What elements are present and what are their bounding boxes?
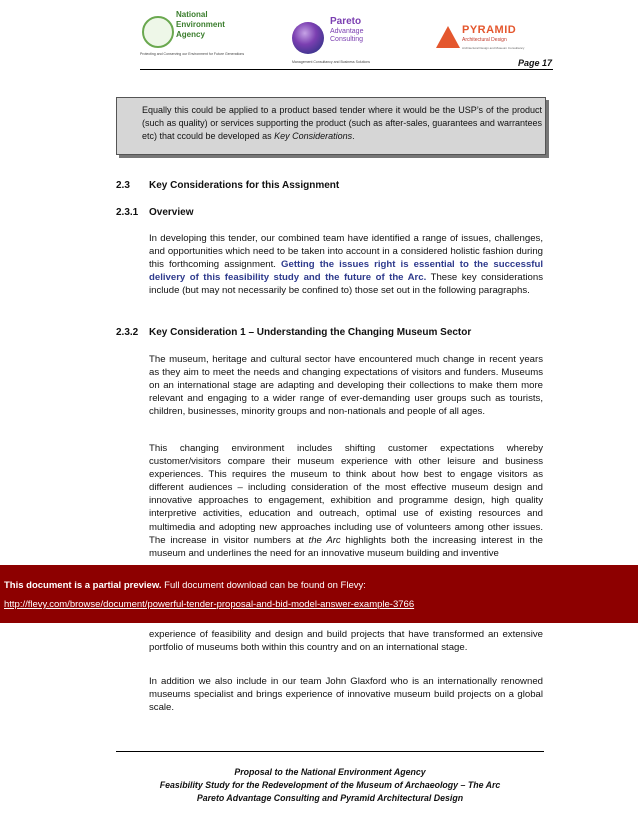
- pareto-logo-tagline: Management Consultancy and Business Solutions: [292, 60, 371, 64]
- museum-sector-paragraph-4: In addition we also include in our team John Glaxford who is an internationally renowned museums specialist and brings experience of innovative museum build projects on a global scale.: [149, 676, 543, 714]
- highlighted-text: Getting the issues right is essential to the successful delivery of this feasibility study and the future of the Arc.: [149, 259, 543, 284]
- nea-logo-line: Agency: [176, 30, 205, 39]
- globe-icon: [292, 22, 324, 54]
- pareto-logo-name: Pareto: [330, 16, 362, 27]
- pyramid-logo-sub: Architectural Design: [462, 37, 507, 43]
- page-number: Page 17: [517, 58, 552, 68]
- partial-preview-banner: [0, 565, 638, 623]
- paragraph-text: This changing environment includes shifting customer expectations whereby customer/visitors compare their museum experience with other leisure and business experiences. This requires the museum to think about how best to engage visitors as different audiences – including consideration of the most effective museum design and innovative approaches to engagement, exhibition and programme design, high quality interpretive activities, education and outreach, optimal use of existing resources and multimedia and adopting new approaches including use of volunteers among other issues. The increase in visitor numbers at: [149, 443, 543, 546]
- footer-line-2: Feasibility Study for the Redevelopment of the Museum of Archaeology – The Arc: [159, 780, 501, 790]
- note-text: [142, 104, 542, 143]
- nea-logo-text: [176, 10, 225, 40]
- nea-logo-line: National: [176, 10, 208, 19]
- pyramid-logo-tagline: Architectural Design and Museum Consultancy: [462, 46, 525, 50]
- pyramid-icon: [436, 26, 460, 48]
- paragraph-italic: the Arc: [308, 534, 341, 546]
- banner-message-bold: This document is a partial preview.: [4, 580, 162, 591]
- note-box: [116, 97, 546, 155]
- subsection-number: 2.3.2: [116, 327, 139, 338]
- paragraph-text: In developing this tender, our combined team have identified a range of issues, challenges, and opportunities which need to be taken into account in a considered holistic fashion during this forthcoming assignment.: [149, 233, 543, 271]
- flevy-download-link[interactable]: http://flevy.com/browse/document/powerful-tender-proposal-and-bid-model-answer-example-3766: [4, 599, 415, 610]
- section-number: 2.3: [116, 180, 130, 191]
- banner-message: [4, 580, 366, 591]
- museum-sector-paragraph-2: [149, 442, 543, 560]
- header-divider: [140, 69, 553, 70]
- note-text-part: .: [352, 131, 355, 141]
- note-text-part: Equally this could be applied to a product based tender where it would be the USP’s of the product (such as quality) or services supporting the product (such as after-sales, guarantees and warrantees etc) that ccould be developed as: [142, 105, 542, 141]
- subsection-number: 2.3.1: [116, 207, 139, 218]
- nea-logo-tagline: Protecting and Conserving our Environment for Future Generations: [140, 52, 245, 56]
- note-text-italic: Key Considerations: [274, 131, 353, 141]
- pyramid-architectural-design-logo: [436, 22, 556, 62]
- footer-divider: [116, 751, 544, 752]
- paragraph-text: highlights both the increasing interest in the museum and underlines the need for an innovative museum building and inventive: [149, 534, 543, 559]
- banner-message-rest: Full document download can be found on Flevy:: [161, 580, 366, 591]
- subsection-title: Key Consideration 1 – Understanding the Changing Museum Sector: [149, 327, 472, 338]
- footer-line-3: Pareto Advantage Consulting and Pyramid Architectural Design: [196, 793, 464, 803]
- section-title: Key Considerations for this Assignment: [149, 180, 340, 191]
- pareto-logo-sub: [330, 28, 363, 44]
- nea-logo-line: Environment: [176, 20, 225, 29]
- museum-sector-paragraph-1: The museum, heritage and cultural sector have encountered much change in recent years as they aim to meet the needs and changing expectations of visitors and funders. Museums on an international stage are adapting and developing their collections to make them more relevant and engaging to a wider range of ever-demanding user groups such as tourists, children, businesses, minority groups and non-nationals and people of all ages.: [149, 354, 543, 418]
- footer-line-1: Proposal to the National Environment Agency: [234, 767, 426, 777]
- national-environment-agency-logo: [140, 10, 260, 58]
- museum-sector-paragraph-3: experience of feasibility and design and build projects that have transformed an extensive portfolio of museums both within this country and on an international stage.: [149, 629, 543, 654]
- subsection-title: Overview: [149, 207, 194, 218]
- pareto-logo-sub-line: Advantage: [330, 28, 364, 35]
- pyramid-logo-name: PYRAMID: [462, 24, 517, 36]
- grass-emblem-icon: [142, 16, 174, 48]
- overview-paragraph: [149, 232, 543, 297]
- paragraph-text: These key considerations include (but may not necessarily be confined to) those set out in the following paragraphs.: [149, 272, 543, 297]
- pareto-logo-sub-line: Consulting: [330, 36, 364, 43]
